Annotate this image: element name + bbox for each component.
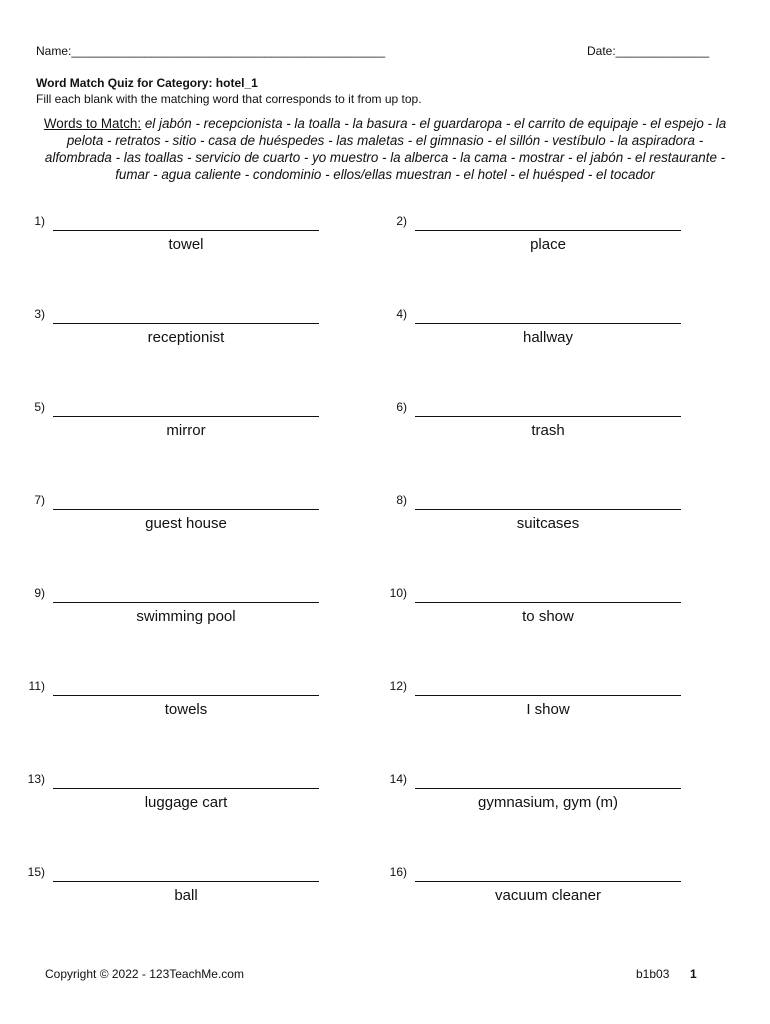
- answer-blank[interactable]: [415, 788, 681, 789]
- word-bank: [34, 115, 736, 183]
- item-clue: swimming pool: [136, 608, 236, 625]
- copyright-notice: Copyright © 2022 - 123TeachMe.com: [45, 967, 244, 981]
- quiz-item: [23, 307, 363, 367]
- quiz-item: [385, 772, 725, 832]
- item-clue: guest house: [145, 515, 227, 532]
- item-clue: gymnasium, gym (m): [477, 794, 619, 811]
- answer-blank[interactable]: [53, 230, 319, 231]
- answer-blank[interactable]: [415, 416, 681, 417]
- item-clue: place: [530, 236, 566, 253]
- answer-blank[interactable]: [415, 602, 681, 603]
- answer-blank[interactable]: [53, 788, 319, 789]
- item-number: 11): [28, 679, 45, 693]
- item-number: 3): [34, 307, 45, 321]
- item-number: 5): [34, 400, 45, 414]
- date-field-line: Date:______________: [587, 44, 710, 58]
- item-clue: receptionist: [147, 329, 225, 346]
- quiz-item: [385, 679, 725, 739]
- answer-blank[interactable]: [53, 416, 319, 417]
- answer-blank[interactable]: [53, 602, 319, 603]
- item-clue: luggage cart: [144, 794, 228, 811]
- quiz-item: [23, 679, 363, 739]
- item-number: 13): [27, 772, 45, 786]
- quiz-item: [23, 865, 363, 925]
- item-number: 8): [396, 493, 407, 507]
- item-clue: mirror: [166, 422, 206, 439]
- answer-blank[interactable]: [415, 695, 681, 696]
- answer-blank[interactable]: [53, 695, 319, 696]
- quiz-item: [23, 772, 363, 832]
- item-number: 2): [396, 214, 407, 228]
- item-number: 15): [27, 865, 45, 879]
- answer-blank[interactable]: [53, 323, 319, 324]
- item-number: 1): [34, 214, 45, 228]
- word-bank-words: el jabón - recepcionista - la toalla - la basura - el guardaropa - el carrito de equipaje - el espejo - la pelota - retratos - sitio - casa de huéspedes - las maletas - el gimnasio - el sillón - vestíbulo - la aspiradora - alfombrada - las toallas - servicio de cuarto - yo muestro - la alberca - la cama - mostrar - el jabón - el restaurante - fumar - agua caliente - condominio - ellos/ellas muestran - el hotel - el huésped - el tocador: [44, 116, 727, 182]
- quiz-item: [23, 400, 363, 460]
- item-number: 4): [396, 307, 407, 321]
- quiz-item: [385, 307, 725, 367]
- answer-blank[interactable]: [415, 323, 681, 324]
- answer-blank[interactable]: [53, 509, 319, 510]
- quiz-item: [385, 214, 725, 274]
- item-clue: I show: [526, 701, 570, 718]
- item-clue: hallway: [522, 329, 574, 346]
- item-number: 10): [389, 586, 407, 600]
- quiz-item: [385, 400, 725, 460]
- item-clue: vacuum cleaner: [495, 887, 601, 904]
- item-clue: to show: [522, 608, 574, 625]
- quiz-item: [385, 493, 725, 553]
- answer-blank[interactable]: [53, 881, 319, 882]
- item-number: 14): [389, 772, 407, 786]
- answer-blank[interactable]: [415, 509, 681, 510]
- answer-blank[interactable]: [415, 230, 681, 231]
- item-clue: ball: [174, 887, 198, 904]
- item-clue: suitcases: [516, 515, 580, 532]
- quiz-item: [23, 214, 363, 274]
- quiz-item: [23, 493, 363, 553]
- page-title: Word Match Quiz for Category: hotel_1: [36, 76, 258, 90]
- document-code: b1b03: [636, 967, 670, 981]
- item-number: 12): [389, 679, 407, 693]
- item-clue: trash: [531, 422, 565, 439]
- name-field-line: Name:_______________________________________________: [36, 44, 386, 58]
- item-number: 16): [389, 865, 407, 879]
- item-number: 7): [34, 493, 45, 507]
- item-clue: towels: [164, 701, 208, 718]
- word-bank-label: Words to Match:: [43, 116, 142, 131]
- quiz-item: [385, 586, 725, 646]
- item-number: 6): [396, 400, 407, 414]
- item-number: 9): [34, 586, 45, 600]
- instructions: Fill each blank with the matching word that corresponds to it from up top.: [36, 92, 422, 106]
- item-clue: towel: [168, 236, 204, 253]
- answer-blank[interactable]: [415, 881, 681, 882]
- page-number: 1: [690, 967, 697, 981]
- quiz-item: [23, 586, 363, 646]
- quiz-item: [385, 865, 725, 925]
